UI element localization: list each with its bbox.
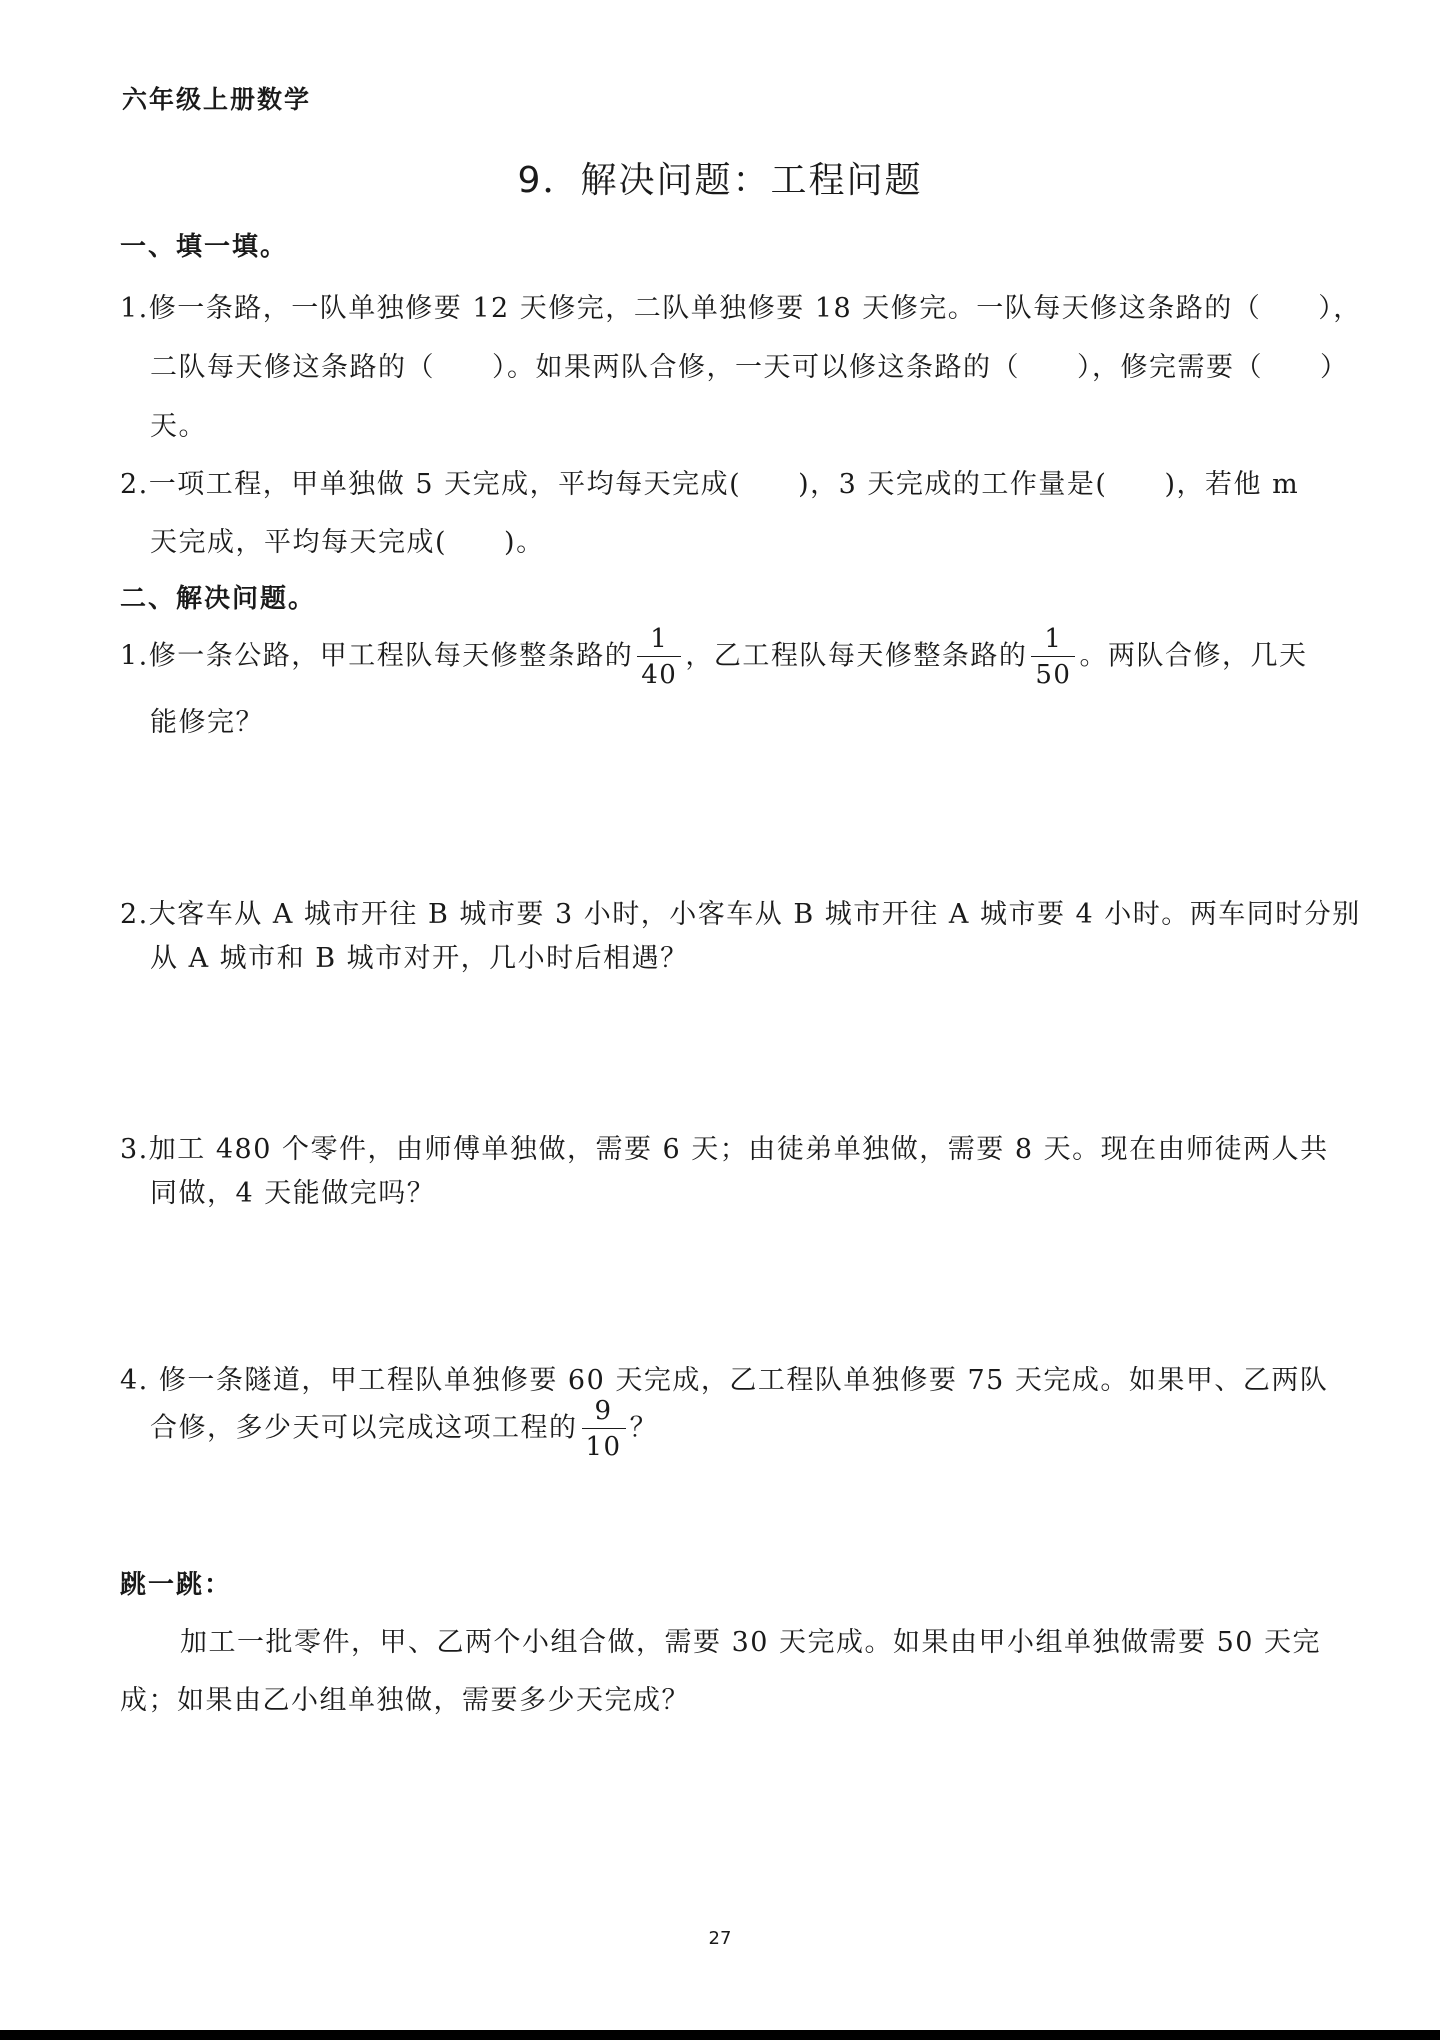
fraction-denominator: 50 [1035, 660, 1072, 690]
s1-q1-line2: 二队每天修这条路的（ ）。如果两队合修，一天可以修这条路的（ ），修完需要（ ） [150, 352, 1349, 383]
fraction-denominator: 40 [641, 660, 678, 690]
fraction-numerator: 9 [582, 1398, 626, 1429]
fraction-9-10 [582, 1398, 626, 1460]
page-title: 9．解决问题：工程问题 [517, 160, 923, 201]
s2-q4-text-post: ？ [629, 1412, 659, 1444]
s1-q2-line2: 天完成，平均每天完成( )。 [150, 527, 545, 558]
s1-q1-line1: 1.修一条路，一队单独修要 12 天修完，二队单独修要 18 天修完。一队每天修这条路的（ ）， [120, 293, 1362, 324]
s2-q2-line1: 2.大客车从 A 城市开往 B 城市要 3 小时，小客车从 B 城市开往 A 城市要 4 小时。两车同时分别 [120, 899, 1361, 930]
challenge-line1: 加工一批零件，甲、乙两个小组合做，需要 30 天完成。如果由甲小组单独做需要 50 天完 [180, 1627, 1322, 1658]
s2-q4-line2 [150, 1398, 658, 1460]
bottom-edge-bar [0, 2030, 1440, 2040]
s2-q1-line1 [120, 626, 1307, 688]
s2-q1-text-mid: ，乙工程队每天修整条路的 [685, 640, 1028, 672]
s2-q3-line2: 同做，4 天能做完吗？ [150, 1178, 436, 1209]
s2-q2-line2: 从 A 城市和 B 城市对开，几小时后相遇？ [150, 943, 689, 974]
fraction-numerator: 1 [637, 626, 681, 657]
section1-heading: 一、填一填。 [120, 232, 289, 262]
challenge-heading: 跳一跳： [120, 1570, 233, 1600]
s2-q4-text-pre: 合修，多少天可以完成这项工程的 [150, 1412, 578, 1444]
fraction-numerator: 1 [1031, 626, 1075, 657]
s1-q1-line3: 天。 [150, 411, 207, 442]
s2-q1-text-post: 。两队合修，几天 [1079, 640, 1308, 672]
s2-q1-line2: 能修完？ [150, 707, 264, 738]
s2-q1-text-pre: 1.修一条公路，甲工程队每天修整条路的 [120, 640, 634, 672]
s2-q3-line1: 3.加工 480 个零件，由师傅单独做，需要 6 天；由徒弟单独做，需要 8 天。现在由师徒两人共 [120, 1134, 1329, 1165]
page-number: 27 [708, 1928, 732, 1949]
s2-q4-line1: 4. 修一条隧道，甲工程队单独修要 60 天完成，乙工程队单独修要 75 天完成。如果甲、乙两队 [120, 1365, 1329, 1396]
s1-q2-line1: 2.一项工程，甲单独做 5 天完成，平均每天完成( )，3 天完成的工作量是( )，若他 m [120, 469, 1300, 500]
section2-heading: 二、解决问题。 [120, 584, 317, 614]
fraction-1-40 [637, 626, 681, 688]
fraction-denominator: 10 [585, 1432, 622, 1462]
challenge-line2: 成；如果由乙小组单独做，需要多少天完成？ [120, 1685, 690, 1716]
grade-label: 六年级上册数学 [122, 85, 312, 114]
fraction-1-50 [1031, 626, 1075, 688]
